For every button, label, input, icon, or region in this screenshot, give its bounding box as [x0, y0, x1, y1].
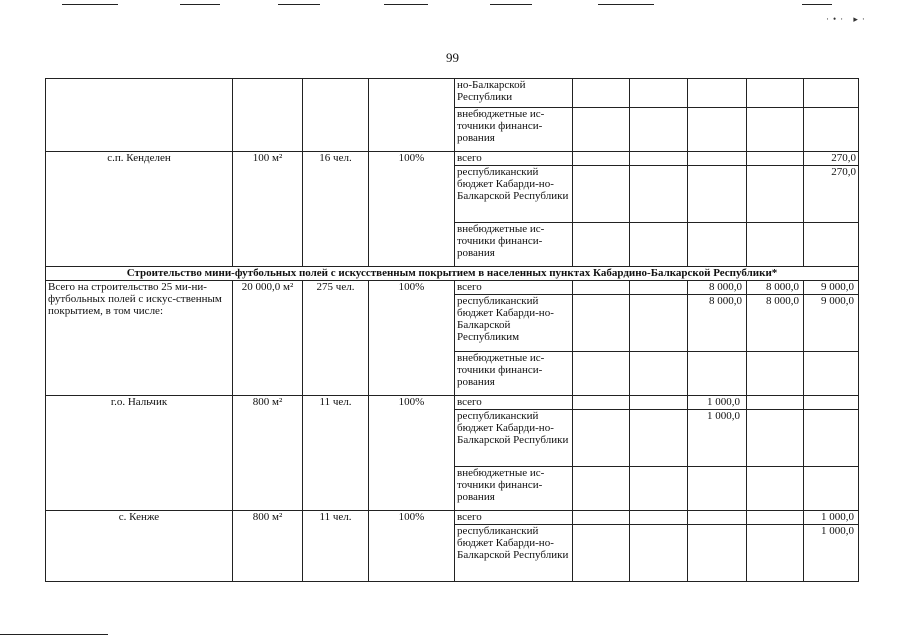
place-cell: Всего на строительство 25 ми-ни-футбольных полей с искус-ственным покрытием, в том числе: — [46, 281, 233, 396]
budget-table — [45, 78, 859, 582]
value-cell: 270,0 — [804, 152, 859, 166]
percent-cell: 100% — [369, 511, 455, 582]
area-cell: 800 м² — [233, 396, 303, 511]
percent-cell: 100% — [369, 152, 455, 267]
value-cell: 1 000,0 — [688, 396, 747, 410]
value-cell: 8 000,0 — [688, 295, 747, 352]
header-rule — [180, 4, 220, 5]
header-rule — [490, 4, 532, 5]
header-rule — [384, 4, 428, 5]
source-cell: республиканский бюджет Кабарди-но-Балкарской Республики — [455, 410, 573, 467]
header-rule — [62, 4, 118, 5]
value-cell: 8 000,0 — [747, 281, 804, 295]
scan-specks: ·•· ▸· — [826, 14, 869, 24]
place-cell: г.о. Нальчик — [46, 396, 233, 511]
value-cell: 1 000,0 — [804, 525, 859, 582]
source-cell: всего — [455, 152, 573, 166]
table-row — [46, 152, 859, 166]
area-cell: 20 000,0 м² — [233, 281, 303, 396]
header-rule — [278, 4, 320, 5]
section-title: Строительство мини-футбольных полей с искусственным покрытием в населенных пунктах Кабардино-Балкарской Республики* — [46, 267, 859, 281]
value-cell: 8 000,0 — [688, 281, 747, 295]
header-rule — [598, 4, 654, 5]
percent-cell: 100% — [369, 396, 455, 511]
source-cell: республиканский бюджет Кабарди-но-Балкарской Республиким — [455, 295, 573, 352]
value-cell: 9 000,0 — [804, 295, 859, 352]
place-cell: с. Кенже — [46, 511, 233, 582]
value-cell: 1 000,0 — [688, 410, 747, 467]
value-cell: 9 000,0 — [804, 281, 859, 295]
people-cell: 11 чел. — [303, 511, 369, 582]
value-cell: 1 000,0 — [804, 511, 859, 525]
source-cell: но-Балкарской Республики — [455, 79, 573, 108]
source-cell: республиканский бюджет Кабарди-но-Балкарской Республики — [455, 525, 573, 582]
header-rule — [802, 4, 832, 5]
page-number: 99 — [446, 50, 459, 65]
percent-cell: 100% — [369, 281, 455, 396]
table-row — [46, 79, 859, 108]
people-cell: 275 чел. — [303, 281, 369, 396]
table-row — [46, 267, 859, 281]
source-cell: внебюджетные ис-точники финанси-рования — [455, 223, 573, 267]
table-row — [46, 396, 859, 410]
source-cell: всего — [455, 281, 573, 295]
source-cell: внебюджетные ис-точники финанси-рования — [455, 467, 573, 511]
source-cell: всего — [455, 511, 573, 525]
source-cell: республиканский бюджет Кабарди-но-Балкарской Республики — [455, 166, 573, 223]
place-cell: с.п. Кенделен — [46, 152, 233, 267]
place-cell — [46, 79, 233, 152]
table-row — [46, 511, 859, 525]
value-cell: 270,0 — [804, 166, 859, 223]
area-cell: 800 м² — [233, 511, 303, 582]
source-cell: всего — [455, 396, 573, 410]
source-cell: внебюджетные ис-точники финанси-рования — [455, 352, 573, 396]
people-cell: 16 чел. — [303, 152, 369, 267]
people-cell: 11 чел. — [303, 396, 369, 511]
source-cell: внебюджетные ис-точники финанси-рования — [455, 108, 573, 152]
footer-rule — [0, 634, 108, 635]
value-cell: 8 000,0 — [747, 295, 804, 352]
table-row — [46, 281, 859, 295]
area-cell: 100 м² — [233, 152, 303, 267]
